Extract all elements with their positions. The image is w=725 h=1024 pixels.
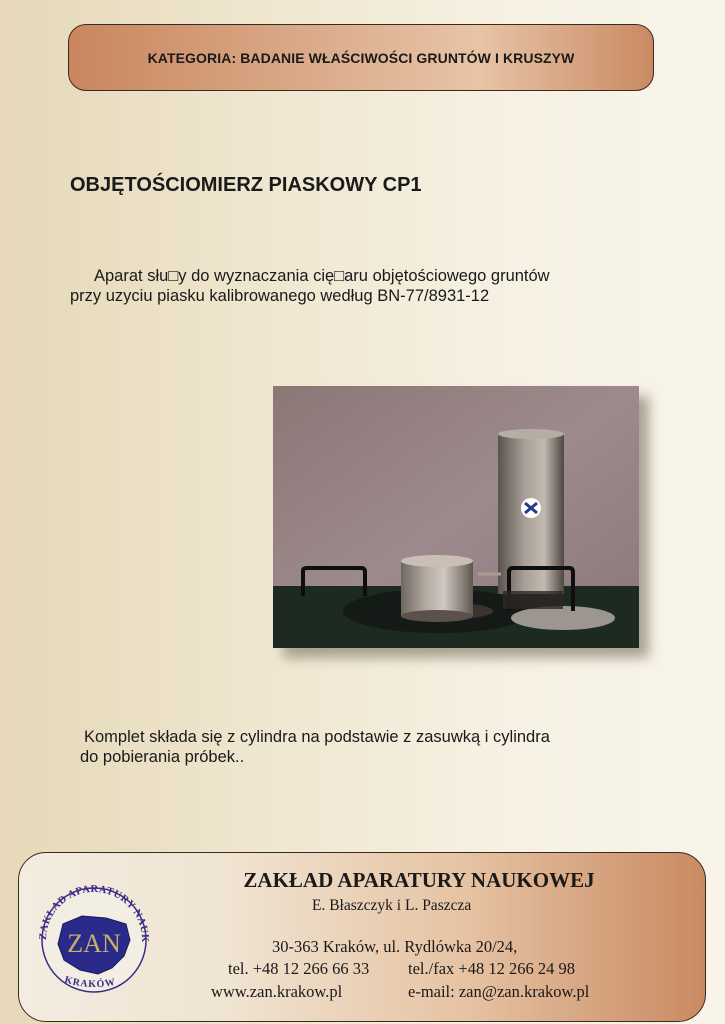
page-title: OBJĘTOŚCIOMIERZ PIASKOWY CP1 (70, 174, 422, 196)
set-line-1: Komplet składa się z cylindra na podstawie z zasuwką i cylindra (84, 728, 550, 746)
company-address: 30-363 Kraków, ul. Rydlówka 20/24, (272, 937, 518, 956)
company-phone: tel. +48 12 266 66 33 (228, 959, 370, 978)
company-website-link[interactable]: www.zan.krakow.pl (211, 982, 343, 1001)
description-line-2: przy uzyciu piasku kalibrowanego według BN-77/8931-12 (70, 287, 490, 305)
company-fax: tel./fax +48 12 266 24 98 (408, 959, 575, 978)
set-paragraph (80, 727, 680, 767)
company-email-link[interactable]: e-mail: zan@zan.krakow.pl (408, 982, 590, 1001)
company-name: ZAKŁAD APARATURY NAUKOWEJ (243, 868, 595, 892)
company-logo (30, 878, 160, 998)
logo-bottom-text: KRAKÓW (63, 974, 117, 991)
set-line-2: do pobierania próbek.. (80, 748, 245, 766)
product-photo (273, 386, 639, 648)
description-paragraph (70, 266, 670, 306)
category-label: KATEGORIA: BADANIE WŁAŚCIWOŚCI GRUNTÓW I KRUSZYW (147, 49, 575, 66)
logo-center-text: ZAN (67, 929, 121, 958)
company-owners: E. Błaszczyk i L. Paszcza (312, 897, 472, 914)
description-line-1: Aparat słu□y do wyznaczania cię□aru objętościowego gruntów (94, 267, 550, 285)
category-banner (68, 24, 654, 91)
logo-ring-text: ZAKŁAD APARATURY NAUK (37, 883, 151, 943)
